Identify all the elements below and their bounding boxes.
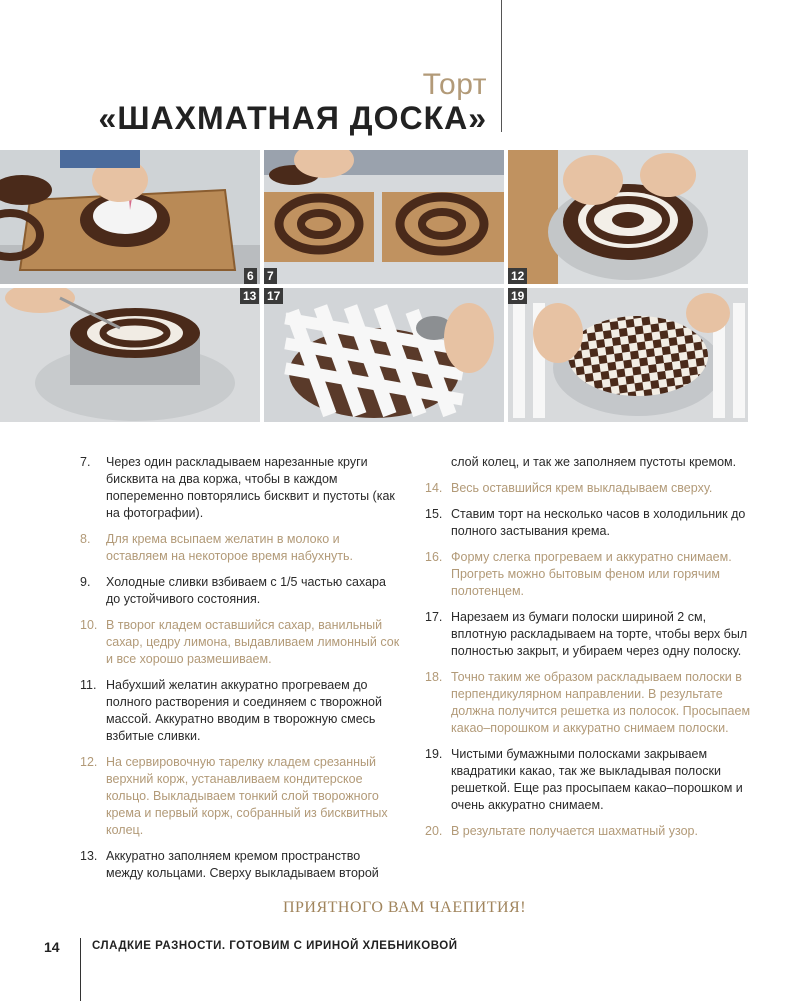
steps-column-right — [425, 454, 755, 849]
step-13-continuation: слой колец, и так же заполняем пустоты кремом. — [451, 455, 737, 469]
step-10 — [80, 617, 400, 668]
header-divider — [501, 0, 502, 132]
step-number: 12. — [80, 755, 98, 769]
recipe-subtitle: Торт — [422, 68, 487, 101]
step-9 — [80, 574, 400, 608]
step-text: В творог кладем оставшийся сахар, ванильный сахар, цедру лимона, выдавливаем лимонный сок и все хорошо размешиваем. — [106, 618, 400, 666]
photo-badge: 6 — [244, 268, 257, 284]
step-17 — [425, 609, 755, 660]
step-text: Для крема всыпаем желатин в молоко и оставляем на некоторое время набухнуть. — [106, 532, 353, 563]
step-19 — [425, 746, 755, 814]
photo-step-13 — [0, 288, 260, 422]
photo-badge: 17 — [264, 288, 283, 304]
photo-badge: 12 — [508, 268, 527, 284]
step-text: Аккуратно заполняем кремом пространство между кольцами. Сверху выкладываем второй — [106, 849, 379, 880]
step-number: 8. — [80, 532, 91, 546]
step-text: Точно таким же образом раскладываем полоски в перпендикулярном направлении. В результате должна получится решетка из полосок. Просыпаем какао–порошком и аккуратно снимаем полоски. — [451, 670, 751, 735]
step-number: 20. — [425, 824, 443, 838]
steps-column-left — [80, 454, 400, 891]
step-text: Холодные сливки взбиваем с 1/5 частью сахара до устойчивого состояния. — [106, 575, 386, 606]
photo-step-17 — [264, 288, 504, 422]
step-text: Чистыми бумажными полосками закрываем квадратики какао, так же выкладывая полоски решеткой. Еще раз просыпаем какао–порошком и очень аккуратно снимаем. — [451, 747, 743, 812]
step-number: 13. — [80, 849, 98, 863]
photo-badge: 19 — [508, 288, 527, 304]
step-text: Через один раскладываем нарезанные круги бисквита на два коржа, чтобы в каждом попеременно повторялись бисквит и пустоты (как на фотографии). — [106, 455, 395, 520]
running-head: СЛАДКИЕ РАЗНОСТИ. ГОТОВИМ С ИРИНОЙ ХЛЕБНИКОВОЙ — [92, 940, 458, 952]
step-text: Форму слегка прогреваем и аккуратно снимаем. Прогреть можно бытовым феном или горячим полотенцем. — [451, 550, 732, 598]
step-15 — [425, 506, 755, 540]
step-12 — [80, 754, 400, 839]
step-number: 15. — [425, 507, 443, 521]
photo-badge: 13 — [240, 288, 259, 304]
step-8 — [80, 531, 400, 565]
step-text: В результате получается шахматный узор. — [451, 824, 698, 838]
step-text: Набухший желатин аккуратно прогреваем до полного растворения и соединяем с творожной массой. Аккуратно вводим в творожную смесь взбитые сливки. — [106, 678, 382, 743]
step-number: 16. — [425, 550, 443, 564]
photo-step-6-7-a — [0, 150, 260, 284]
step-number: 14. — [425, 481, 443, 495]
step-number: 9. — [80, 575, 91, 589]
step-text: Ставим торт на несколько часов в холодильник до полного застывания крема. — [451, 507, 746, 538]
photo-grid — [0, 150, 809, 422]
step-text: Весь оставшийся крем выкладываем сверху. — [451, 481, 713, 495]
step-18 — [425, 669, 755, 737]
page-number: 14 — [44, 939, 60, 955]
closing-wish: ПРИЯТНОГО ВАМ ЧАЕПИТИЯ! — [282, 899, 527, 916]
step-20 — [425, 823, 755, 840]
photo-step-12 — [508, 150, 748, 284]
step-number: 10. — [80, 618, 98, 632]
step-text: На сервировочную тарелку кладем срезанный верхний корж, устанавливаем кондитерское кольцо. Выкладываем тонкий слой творожного крема и первый корж, собранный из бисквитных колец. — [106, 755, 388, 837]
step-13 — [80, 848, 400, 882]
step-16 — [425, 549, 755, 600]
photo-step-6-7-b — [264, 150, 504, 284]
step-number: 18. — [425, 670, 443, 684]
step-number: 19. — [425, 747, 443, 761]
photo-badge: 7 — [264, 268, 277, 284]
recipe-title: «ШАХМАТНАЯ ДОСКА» — [98, 100, 487, 136]
step-number: 7. — [80, 455, 91, 469]
step-text: Нарезаем из бумаги полоски шириной 2 см, вплотную раскладываем на торте, чтобы верх был полностью закрыт, и убираем через одну полоску. — [451, 610, 748, 658]
step-14 — [425, 480, 755, 497]
step-11 — [80, 677, 400, 745]
step-7 — [80, 454, 400, 522]
footer-divider — [80, 938, 81, 1001]
step-number: 17. — [425, 610, 443, 624]
photo-step-19 — [508, 288, 748, 422]
step-number: 11. — [80, 678, 97, 692]
